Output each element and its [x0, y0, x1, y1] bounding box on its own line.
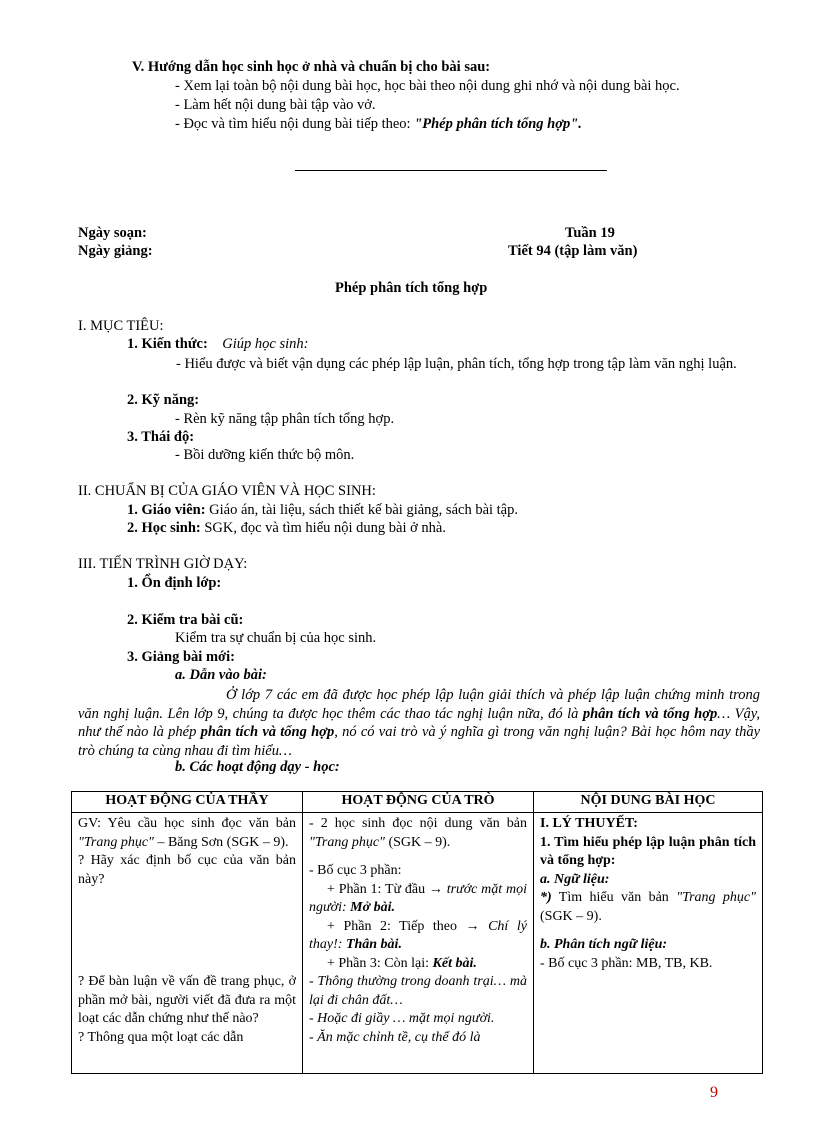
knowledge-note: Giúp học sinh:	[222, 336, 309, 352]
content-text: (SGK – 9).	[540, 908, 602, 924]
student-text: + Phần 3: Còn lại:	[327, 955, 433, 971]
student-text: + Phần 1: Từ đầu →	[327, 881, 447, 897]
student-text: (SGK – 9).	[384, 834, 451, 850]
period-label: Tiết 94 (tập làm văn)	[508, 243, 638, 259]
student-answer: - Hoặc đi giầy … mặt mọi người.	[309, 1011, 495, 1026]
intro-text: Ở lớp 7 các em đã được học phép lập luận giải thích và phép lập luận chứng minh trong văn nghị luận. Lên lớp 9, chúng ta được học thêm các thao tác nghị luận nữa, đó là	[78, 687, 760, 722]
table-header-row	[72, 792, 763, 813]
next-lesson-title: "Phép phân tích tổng hợp".	[414, 116, 582, 132]
part-name: Thân bài.	[342, 937, 402, 952]
skills-text: - Rèn kỹ năng tập phân tích tổng hợp.	[175, 411, 395, 427]
teacher-question	[78, 815, 296, 852]
skills-label: 2. Kỹ năng:	[127, 392, 200, 408]
attitude-label: 3. Thái độ:	[127, 429, 195, 445]
teacher-question: ? Hãy xác định bố cục của văn bản này?	[78, 853, 296, 887]
teacher-prep-text: Giáo án, tài liệu, sách thiết kế bài giảng, sách bài tập.	[205, 502, 518, 518]
page-number: 9	[710, 1084, 718, 1101]
structure-part-1	[309, 881, 527, 918]
lesson-activities-table	[71, 791, 763, 1074]
structure-part-2	[309, 918, 527, 955]
objectives-heading: I. MỤC TIÊU:	[78, 318, 164, 334]
intro-label: a. Dẫn vào bài:	[175, 667, 267, 683]
lesson-content-cell	[534, 813, 763, 1074]
teacher-text: – Băng Sơn (SGK – 9).	[153, 834, 289, 850]
student-answer: - Thông thường trong doanh trại… mà lại đi chân đất…	[309, 974, 527, 1008]
part-name: Kết bài.	[432, 955, 477, 971]
student-answer	[309, 815, 527, 852]
lesson-title: Phép phân tích tổng hợp	[335, 280, 488, 296]
homework-item: - Làm hết nội dung bài tập vào vở.	[175, 97, 376, 113]
content-text: Tìm hiểu văn bản	[551, 890, 677, 905]
teacher-question: ? Để bàn luận về vấn đề trang phục, ở phần mở bài, người viết đã đưa ra một loạt các dẫn chứng như thế nào?	[78, 974, 296, 1026]
homework-item: - Xem lại toàn bộ nội dung bài học, học bài theo nội dung ghi nhớ và nội dung bài học.	[175, 78, 680, 94]
section-divider	[295, 170, 607, 171]
week-label: Tuần 19	[565, 225, 615, 241]
content-item	[540, 889, 756, 926]
step-2: 2. Kiểm tra bài cũ:	[127, 612, 244, 628]
text-title: "Trang phục"	[309, 834, 385, 850]
intro-emphasis: phân tích và tổng hợp	[582, 705, 718, 722]
knowledge-text: - Hiểu được và biết vận dụng các phép lập luận, phân tích, tổng hợp trong tập làm văn nghị luận.	[176, 356, 737, 372]
content-subheading: 1. Tìm hiểu phép lập luận phân tích và tổng hợp:	[540, 834, 756, 868]
table-row	[72, 813, 763, 1074]
part-range: trước mặt mọi người:	[309, 881, 527, 915]
homework-heading: V. Hướng dẫn học sinh học ở nhà và chuẩn bị cho bài sau:	[132, 59, 491, 75]
text-title: "Trang phục"	[676, 890, 757, 905]
teach-date-label: Ngày giảng:	[78, 243, 153, 259]
content-label: a. Ngữ liệu:	[540, 871, 610, 887]
step-3: 3. Giảng bài mới:	[127, 649, 235, 665]
step-1: 1. Ổn định lớp:	[127, 575, 222, 591]
attitude-text: - Bồi dưỡng kiến thức bộ môn.	[175, 447, 355, 463]
spacer	[78, 899, 296, 936]
preparation-heading: II. CHUẨN BỊ CỦA GIÁO VIÊN VÀ HỌC SINH:	[78, 483, 376, 499]
knowledge-label: 1. Kiến thức:	[127, 336, 208, 352]
teacher-activity-cell	[72, 813, 303, 1074]
teacher-question: ? Thông qua một loạt các dẫn	[78, 1029, 244, 1045]
student-answer: - Bố cục 3 phần:	[309, 863, 402, 878]
student-column-header: HOẠT ĐỘNG CỦA TRÒ	[303, 792, 534, 813]
teacher-prep-label: 1. Giáo viên:	[127, 502, 206, 518]
prep-date-label: Ngày soạn:	[78, 225, 147, 241]
content-heading: I. LÝ THUYẾT:	[540, 816, 638, 831]
intro-paragraph	[78, 686, 760, 760]
structure-part-3	[309, 955, 527, 974]
text-title: "Trang phục"	[78, 834, 154, 850]
procedure-heading: III. TIẾN TRÌNH GIỜ DẠY:	[78, 556, 248, 572]
student-text: - 2 học sinh đọc nội dung văn bản	[309, 816, 527, 831]
content-item: - Bố cục 3 phần: MB, TB, KB.	[540, 955, 713, 971]
student-activity-cell	[303, 813, 534, 1074]
teacher-column-header: HOẠT ĐỘNG CỦA THẦY	[72, 792, 303, 813]
intro-text: … Vậy, như thế nào là phép	[78, 705, 760, 740]
student-text: + Phần 2: Tiếp theo →	[327, 918, 489, 934]
teacher-prep-line	[127, 502, 518, 519]
intro-emphasis: phân tích và tổng hợp	[200, 724, 335, 740]
spacer	[540, 926, 756, 936]
part-range: Chí lý thay!:	[309, 918, 527, 952]
knowledge-line	[127, 336, 308, 353]
student-prep-text: SGK, đọc và tìm hiểu nội dung bài ở nhà.	[200, 520, 446, 536]
spacer	[78, 936, 296, 973]
spacer	[309, 852, 527, 862]
content-marker: *)	[540, 890, 552, 905]
content-column-header: NỘI DUNG BÀI HỌC	[534, 792, 763, 813]
spacer	[78, 889, 296, 899]
homework-item	[175, 116, 582, 133]
intro-text: , nó có vai trò và ý nghĩa gì trong văn nghị luận? Bài học hôm nay thầy trò chúng ta cùng nhau đi tìm hiểu…	[78, 724, 761, 759]
homework-item-text: - Đọc và tìm hiểu nội dung bài tiếp theo:	[175, 116, 415, 132]
step-2-text: Kiểm tra sự chuẩn bị của học sinh.	[175, 630, 377, 646]
content-label: b. Phân tích ngữ liệu:	[540, 937, 668, 952]
teacher-text: GV: Yêu cầu học sinh đọc văn bản	[78, 816, 296, 831]
student-prep-label: 2. Học sinh:	[127, 520, 201, 536]
activities-label: b. Các hoạt động dạy - học:	[175, 759, 340, 775]
student-answer: - Ăn mặc chỉnh tề, cụ thể đó là	[309, 1029, 481, 1045]
part-name: Mở bài.	[346, 900, 396, 915]
student-prep-line	[127, 520, 446, 537]
